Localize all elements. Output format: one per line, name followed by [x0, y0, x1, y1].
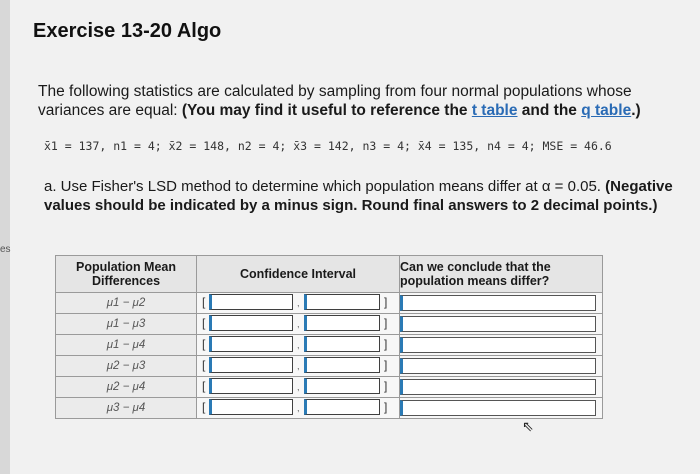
- table-row: [56, 377, 603, 398]
- open-bracket: [: [202, 358, 206, 372]
- conclusion-cell: [400, 356, 603, 377]
- gutter-text: es: [0, 244, 11, 255]
- confidence-interval-cell: [197, 293, 400, 314]
- ci-upper-input[interactable]: [304, 378, 380, 394]
- close-bracket: ]: [384, 358, 388, 372]
- conclusion-select[interactable]: [400, 316, 596, 332]
- part-a-lead: a. Use Fisher's LSD method to determine which population means differ at α = 0.05.: [44, 178, 601, 195]
- mean-difference-label: μ3 − μ4: [56, 398, 197, 419]
- conclusion-cell: [400, 377, 603, 398]
- conclusion-select[interactable]: [400, 358, 596, 374]
- close-bracket: ]: [384, 400, 388, 414]
- interval-comma: ,: [297, 340, 300, 350]
- answer-table: [55, 255, 603, 419]
- conclusion-cell: [400, 293, 603, 314]
- table-row: [56, 314, 603, 335]
- interval-comma: ,: [297, 403, 300, 413]
- conclusion-cell: [400, 314, 603, 335]
- conclusion-select[interactable]: [400, 337, 596, 353]
- mean-difference-label: μ1 − μ4: [56, 335, 197, 356]
- intro-bold-mid: and the: [517, 102, 582, 119]
- table-row: [56, 398, 603, 419]
- mouse-pointer-icon: ⇖: [522, 418, 534, 434]
- open-bracket: [: [202, 295, 206, 309]
- mean-difference-label: μ2 − μ4: [56, 377, 197, 398]
- ci-lower-input[interactable]: [209, 357, 293, 373]
- page-title: Exercise 13-20 Algo: [33, 20, 222, 42]
- conclusion-select[interactable]: [400, 400, 596, 416]
- ci-upper-input[interactable]: [304, 399, 380, 415]
- confidence-interval-cell: [197, 398, 400, 419]
- mean-difference-label: μ2 − μ3: [56, 356, 197, 377]
- interval-comma: ,: [297, 361, 300, 371]
- confidence-interval-cell: [197, 377, 400, 398]
- header-conclusion: Can we conclude that the population means differ?: [400, 256, 603, 293]
- close-bracket: ]: [384, 316, 388, 330]
- ci-upper-input[interactable]: [304, 315, 380, 331]
- conclusion-select[interactable]: [400, 379, 596, 395]
- conclusion-cell: [400, 398, 603, 419]
- open-bracket: [: [202, 337, 206, 351]
- table-row: [56, 293, 603, 314]
- part-a-instructions: [44, 177, 700, 215]
- ci-upper-input[interactable]: [304, 294, 380, 310]
- header-mean-differences: Population Mean Differences: [56, 256, 197, 293]
- ci-lower-input[interactable]: [209, 336, 293, 352]
- open-bracket: [: [202, 400, 206, 414]
- open-bracket: [: [202, 379, 206, 393]
- header-confidence-interval: Confidence Interval: [197, 256, 400, 293]
- part-a-bold-note: (Negative values should be indicated by a minus sign. Round final answers to 2 decimal points.): [44, 178, 673, 214]
- intro-plain: The following statistics are calculated by sampling from four normal populations whose variances are equal:: [38, 83, 632, 119]
- conclusion-cell: [400, 335, 603, 356]
- interval-comma: ,: [297, 382, 300, 392]
- q-table-link[interactable]: q table: [581, 102, 632, 119]
- table-row: [56, 356, 603, 377]
- confidence-interval-cell: [197, 356, 400, 377]
- t-table-link[interactable]: t table: [471, 102, 518, 119]
- close-bracket: ]: [384, 379, 388, 393]
- interval-comma: ,: [297, 319, 300, 329]
- intro-text: [38, 82, 688, 120]
- left-gutter: [0, 0, 10, 474]
- intro-bold-suffix: .): [631, 102, 641, 119]
- close-bracket: ]: [384, 337, 388, 351]
- interval-comma: ,: [297, 298, 300, 308]
- mean-difference-label: μ1 − μ2: [56, 293, 197, 314]
- mean-difference-label: μ1 − μ3: [56, 314, 197, 335]
- close-bracket: ]: [384, 295, 388, 309]
- intro-bold-prefix: (You may find it useful to reference the: [181, 102, 472, 119]
- ci-lower-input[interactable]: [209, 399, 293, 415]
- table-row: [56, 335, 603, 356]
- confidence-interval-cell: [197, 335, 400, 356]
- confidence-interval-cell: [197, 314, 400, 335]
- ci-lower-input[interactable]: [209, 315, 293, 331]
- open-bracket: [: [202, 316, 206, 330]
- statistics-line: x̄1 = 137, n1 = 4; x̄2 = 148, n2 = 4; x̄3 = 142, n3 = 4; x̄4 = 135, n4 = 4; MSE = 46.6: [44, 139, 612, 153]
- ci-lower-input[interactable]: [209, 378, 293, 394]
- ci-lower-input[interactable]: [209, 294, 293, 310]
- ci-upper-input[interactable]: [304, 357, 380, 373]
- ci-upper-input[interactable]: [304, 336, 380, 352]
- conclusion-select[interactable]: [400, 295, 596, 311]
